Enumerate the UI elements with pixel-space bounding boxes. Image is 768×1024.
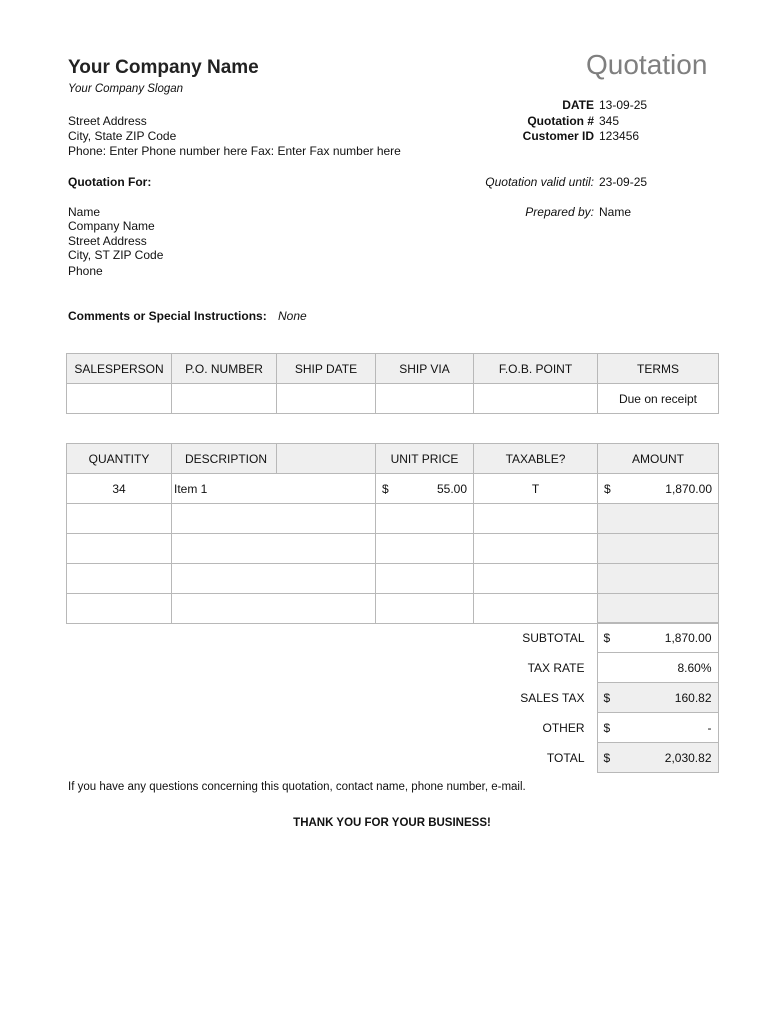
subtotal-label: SUBTOTAL xyxy=(522,630,585,645)
quantity-cell[interactable] xyxy=(67,534,172,564)
amount-value: 1,870.00 xyxy=(665,481,712,496)
valid-until-label: Quotation valid until: xyxy=(485,175,594,189)
date-label: DATE xyxy=(562,98,594,112)
client-phone: Phone xyxy=(68,264,103,278)
shipping-table xyxy=(66,353,719,414)
document-title: Quotation xyxy=(586,49,708,80)
items-table xyxy=(66,443,719,624)
totals-table xyxy=(66,622,719,773)
amount-cell xyxy=(598,504,719,534)
col-salesperson: SALESPERSON xyxy=(67,354,172,384)
subtotal-value: 1,870.00 xyxy=(664,630,712,645)
currency-symbol: $ xyxy=(603,690,611,705)
taxable-cell[interactable] xyxy=(474,534,598,564)
description-cell[interactable] xyxy=(172,504,376,534)
ship-via-cell[interactable] xyxy=(376,384,474,414)
currency-symbol: $ xyxy=(603,630,611,645)
unit-price-cell[interactable] xyxy=(376,504,474,534)
customer-id-label: Customer ID xyxy=(522,129,594,143)
quantity-cell[interactable]: 34 xyxy=(67,474,172,504)
table-row xyxy=(67,564,719,594)
quantity-cell[interactable] xyxy=(67,504,172,534)
company-city: City, State ZIP Code xyxy=(68,129,177,143)
col-taxable: TAXABLE? xyxy=(474,444,598,474)
customer-id-value: 123456 xyxy=(599,129,640,143)
company-street: Street Address xyxy=(68,114,147,128)
currency-symbol: $ xyxy=(382,481,389,496)
description-cell[interactable]: Item 1 xyxy=(172,474,376,504)
col-quantity: QUANTITY xyxy=(67,444,172,474)
fob-point-cell[interactable] xyxy=(474,384,598,414)
quantity-cell[interactable] xyxy=(67,564,172,594)
currency-symbol: $ xyxy=(603,720,611,735)
sales-tax-cell xyxy=(597,683,718,713)
description-cell[interactable] xyxy=(172,564,376,594)
col-ship-date: SHIP DATE xyxy=(277,354,376,384)
company-phone-fax: Phone: Enter Phone number here Fax: Enter Fax number here xyxy=(68,144,401,158)
subtotal-cell xyxy=(597,623,718,653)
salesperson-cell[interactable] xyxy=(67,384,172,414)
company-slogan: Your Company Slogan xyxy=(68,83,184,95)
other-label: OTHER xyxy=(542,720,585,735)
quotation-for-label: Quotation For: xyxy=(68,175,152,189)
client-street: Street Address xyxy=(68,234,147,248)
total-label: TOTAL xyxy=(546,750,585,765)
unit-price-cell[interactable] xyxy=(376,534,474,564)
ship-date-cell[interactable] xyxy=(277,384,376,414)
tax-rate-value[interactable]: 8.60% xyxy=(597,653,718,683)
thank-you-message: THANK YOU FOR YOUR BUSINESS! xyxy=(293,817,491,829)
currency-symbol: $ xyxy=(603,750,611,765)
other-value: - xyxy=(707,720,712,735)
sales-tax-value: 160.82 xyxy=(674,690,712,705)
taxable-cell[interactable] xyxy=(474,504,598,534)
amount-cell xyxy=(598,594,719,624)
table-row xyxy=(67,474,719,504)
comments-value: None xyxy=(278,309,307,323)
table-row xyxy=(67,504,719,534)
terms-cell[interactable]: Due on receipt xyxy=(598,384,719,414)
taxable-cell[interactable] xyxy=(474,594,598,624)
tax-rate-label: TAX RATE xyxy=(527,660,585,675)
col-description-ext xyxy=(277,444,376,474)
sales-tax-label: SALES TAX xyxy=(520,690,585,705)
other-cell[interactable] xyxy=(597,713,718,743)
unit-price-cell[interactable] xyxy=(376,594,474,624)
unit-price-cell[interactable] xyxy=(376,564,474,594)
amount-cell xyxy=(598,534,719,564)
client-name: Name xyxy=(68,205,101,219)
table-row xyxy=(67,594,719,624)
quote-number-value: 345 xyxy=(599,114,620,128)
taxable-cell[interactable] xyxy=(474,564,598,594)
prepared-by-value: Name xyxy=(599,205,632,219)
shipping-row xyxy=(67,384,719,414)
contact-note: If you have any questions concerning this quotation, contact name, phone number, e-mail. xyxy=(68,781,526,793)
client-city: City, ST ZIP Code xyxy=(68,248,164,262)
col-description: DESCRIPTION xyxy=(172,444,277,474)
total-cell xyxy=(597,743,718,773)
col-po-number: P.O. NUMBER xyxy=(172,354,277,384)
description-cell[interactable] xyxy=(172,594,376,624)
col-amount: AMOUNT xyxy=(598,444,719,474)
description-cell[interactable] xyxy=(172,534,376,564)
po-number-cell[interactable] xyxy=(172,384,277,414)
total-value: 2,030.82 xyxy=(664,750,712,765)
col-ship-via: SHIP VIA xyxy=(376,354,474,384)
client-company: Company Name xyxy=(68,219,155,233)
date-value: 13-09-25 xyxy=(599,98,648,112)
valid-until-value: 23-09-25 xyxy=(599,175,648,189)
col-unit-price: UNIT PRICE xyxy=(376,444,474,474)
amount-cell xyxy=(598,564,719,594)
quote-number-label: Quotation # xyxy=(527,114,594,128)
quantity-cell[interactable] xyxy=(67,594,172,624)
col-fob-point: F.O.B. POINT xyxy=(474,354,598,384)
taxable-cell[interactable]: T xyxy=(474,474,598,504)
prepared-by-label: Prepared by: xyxy=(525,205,594,219)
unit-price-value: 55.00 xyxy=(436,481,467,496)
col-terms: TERMS xyxy=(598,354,719,384)
comments-label: Comments or Special Instructions: xyxy=(68,309,267,323)
company-name: Your Company Name xyxy=(68,57,259,78)
table-row xyxy=(67,534,719,564)
amount-cell xyxy=(598,474,719,504)
currency-symbol: $ xyxy=(604,481,611,496)
unit-price-cell[interactable] xyxy=(376,474,474,504)
